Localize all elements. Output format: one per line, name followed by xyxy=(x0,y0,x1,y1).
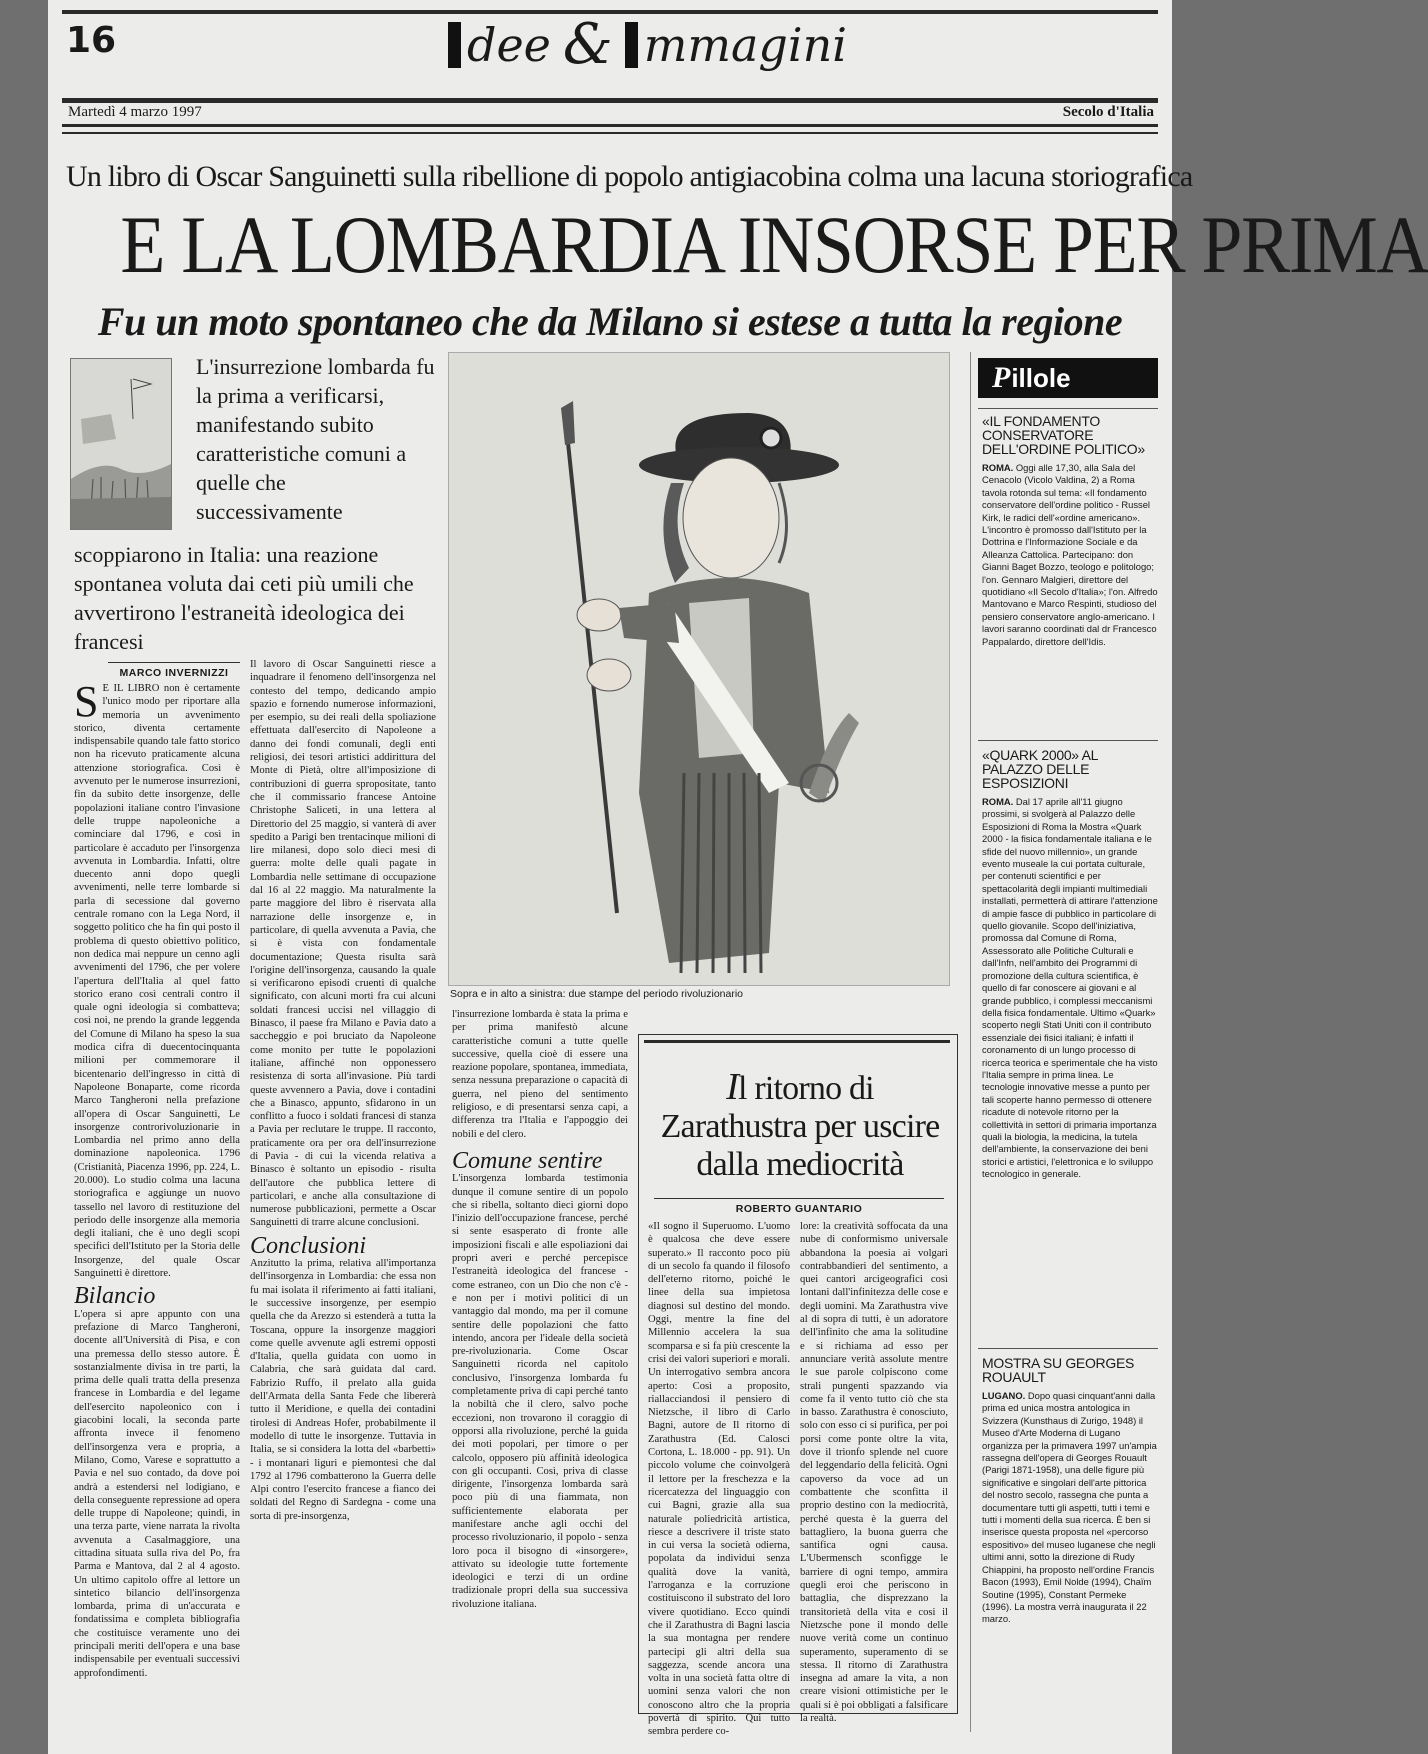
page-number: 16 xyxy=(66,20,117,61)
zarathustra-column-1: «Il sogno il Superuomo. L'uomo è qualcosa che deve essere superato.» Il racconto poco più di un secolo fa quando il filosofo dell'eterno ritorno, poiché le linee della sua impietosa diagnosi sul destino del mondo. Oggi, mentre la fine del Millennio accelera la sua scomparsa e si fa più crescente la crisi dei valori superiori e morali. Un interrogativo sembra ancora aperto: Così a proposito, riallacciandosi il pensiero di Nietzsche, il libro di Carlo Bagni, autore de Il ritorno di Zarathustra (Ed. Calosci Cortona, L. 18.000 - pp. 91). Un piccolo volume che coinvolgerà il lettore per la freschezza e la ricercatezza del linguaggio con cui Bagni, grazie alla sua naturale poliedricità artistica, riesce a descrivere il triste stato in cui versa la società odierna, popolata da individui senza qualità dove la vanità, l'arroganza e la corruzione costituiscono il substrato del loro vivere quotidiano. Ecco quindi che il Zarathustra di Bagni lascia la sua montagna per rendere partecipi gli altri della sua saggezza, scende ancora una volta in una società fatta oltre di uomini senza valori che non conoscono altro che la propria povertà di spirito. Qui tutto sembra perdere co- xyxy=(648,1221,790,1738)
zarathustra-column-2: lore: la creatività soffocata da una nube di conformismo universale abbandona la poesia ai volgari contrabbandieri del sentimento, a quei cantori arcigeografici così lontani dall'infinitezza delle cose e degli uomini. Ma Zarathustra vive al di sopra di tutti, è un adoratore dell'infinito che ama la solitudine e si richiama ad esso per annunciare verità assolute mentre le sue parole colpiscono come strali pungenti spazzando via come fa il vento tutto ciò che sta in basso. Zarathustra è conosciuto, solo con esso ci si purifica, per poi porsi come ponte oltre la vita, dove il trionfo splende nel cuore del leggendario della felicità. Ogni capoverso da voce ad un combattente che sconfitta il proprio destino con la mediocrità, perché questa è la guerra del battagliero, la buona guerra che santifica ogni causa. L'Ubermensch sconfigge le barriere di ogni tempo, ammira quegli eroi che periscono in battaglia, che disprezzano la transitorietà della vita e cosi il Nietzsche pone il mondo delle nuove verità come un continuo superamento, superamento di se stessa. Il ritorno di Zarathustra insegna ad amare la vita, a non creare visioni ottimistiche per le quali si è poi obbligati a falsificare la realtà. xyxy=(800,1221,948,1724)
drop-cap: S xyxy=(74,677,99,726)
subheading-bilancio: Bilancio xyxy=(74,1283,156,1310)
kicker: Un libro di Oscar Sanguinetti sulla ribellione di popolo antigiacobina colma una lacuna storiografica xyxy=(66,160,1193,193)
section-title xyxy=(448,12,868,77)
rail-divider xyxy=(978,408,1158,409)
article-column-1 xyxy=(74,677,240,1734)
engraving-thumbnail xyxy=(70,358,172,530)
lead-text-bottom: scoppiarono in Italia: una reazione spontanea voluta dai ceti più umili che avvertirono l'estraneità ideologica dei francesi xyxy=(74,542,414,654)
date-rule xyxy=(62,124,1158,127)
masthead-rule xyxy=(62,98,1158,103)
photo-caption: Sopra e in alto a sinistra: due stampe del periodo rivoluzionario xyxy=(450,988,744,1000)
rail-header-title: illole xyxy=(1011,363,1071,393)
zarathustra-initial: I xyxy=(726,1066,738,1108)
article-col1-text: E IL LIBRO non è certamente l'unico modo per riportare alla memoria un avvenimento storico, diventa certamente indispensabile quando tale fatto storico non ha ricevuto praticamente alcuna attenzione storiografica. Così è avvenuto per le numerose insurrezioni, fin da subito dette insorgenze, delle popolazioni italiane contro l'invasione delle truppe napoleoniche a cominciare dal 1796, e così in particolare è accaduto per l'insorgenza avvenuta in Lombardia. Infatti, oltre duecento anni dopo quegli avvenimenti, nelle terre lombarde si parla di secessione dal governo centrale romano con la Lega Nord, il soggetto politico che ha fin qui posto il problema di questo obiettivo politico, non dedica mai neppure un cenno agli avvenimenti del 1796, che per volere l'apertura dell'Italia al quel fatto storico erano così centrali contro il quale ogni ideologia si combatteva; così noi, ne prendo la grande leggenda del Comune di Milano ha speso la sua modica cifra di duecentocinquanta milioni per commemorare il bicentenario dell'ingresso in città di Napoleone Bonaparte, come ricorda Marco Tangheroni nella prefazione all'opera di Oscar Sanguinetti, Le insorgenze controrivoluzionarie in Lombardia nel primo anno della dominazione napoleonica. 1796 (Cristianità, Piacenza 1996, pp. 224, L. 20.000). Lo studio colma una lacuna storiografica e aggiunge un nuovo tassello nel lavoro di restituzione del periodo delle insorgenze alla memoria degli italiani, che è uno degli scopi specifici dell'Istituto per la Storia delle Insorgenze, del quale Oscar Sanguinetti è direttore. xyxy=(74,683,240,1280)
subheading-comune-sentire: Comune sentire xyxy=(452,1147,603,1174)
rail-item-3 xyxy=(982,1356,1158,1708)
rail-divider-2 xyxy=(978,740,1158,741)
rail-item-2 xyxy=(982,748,1158,1344)
newspaper-name: Secolo d'Italia xyxy=(1062,104,1154,120)
article-column-2 xyxy=(250,658,436,1734)
article-col2-text: Il lavoro di Oscar Sanguinetti riesce a inquadrare il fenomeno dell'insorgenza nel contesto del tempo, dedicando ampio spazio e fornendo numerose informazioni, per esempio, su dei reali della spoliazione effettuata dall'esercito di Napoleone a danno dei fondi comunali, degli enti religiosi, dei tesori artistici addirittura del Monte di Pietà, oltre all'imposizione di contribuzioni di guerra spropositate, tanto che il commissario francese Antoine Christophe Saliceti, in una lettera al Direttorio del 25 maggio, si vanterà di aver spedito a Parigi ben trentacinque milioni di lire milanesi, dopo solo dieci mesi di guerra: molte delle quali pagate in Lombardia nelle settimane di occupazione dal 16 al 22 maggio. Ma naturalmente la parte maggiore del libro è riservata alla narrazione delle insorgenze e, in particolare, di quella avvenuta a Pavia, che si è vista con fondamentale documentazione; Questa risulta sarà l'origine dell'insorgenza, causando la quale si verificarono episodi cruenti di qualche significato, con alcuni morti fra cui alcuni soldati francesi uccisi nel villaggio di Binasco, il paese fra Milano e Pavia dato a saccheggio e poi bruciato da Napoleone come monito per tutte le popolazioni italiane, affinché non opponessero resistenza di sorta all'invasione. Più tardi queste avvennero a Pavia, dove i contadini che a Binasco, appunto, sfidarono in un conflitto a fuoco i soldati francesi di stanza a Pavia per reclutare le truppe. Il racconto, praticamente ora per ora dell'insurrezione di Pavia - di cui la vicenda relativa a Binasco è soltanto un episodio - risulta dell'autore che pubblica lettere di particolari, e anche alla consultazione di numerose pubblicazioni, permette a Oscar Sanguinetti di trarre alcune conclusioni. xyxy=(250,659,436,1229)
newspaper-page xyxy=(48,0,1428,1754)
rail-item-1 xyxy=(982,414,1158,732)
zarathustra-title-text: l ritorno di Zarathustra per uscire dalla mediocrità xyxy=(660,1070,940,1183)
rail-header-initial: P xyxy=(992,361,1011,394)
subheadline: Fu un moto spontaneo che da Milano si estese a tutta la regione xyxy=(97,299,1123,344)
rail-item-3-body: Dopo quasi cinquant'anni dalla prima ed unica mostra antologica in Svizzera (Kunsthaus di Zurigo, 1948) il Museo d'Arte Moderna di Lugano organizza per la primavera 1997 un'ampia rassegna dell'opera di Georges Rouault (Parigi 1871-1958), una delle figure più significative e singolari dell'arte pittorica del nostro secolo, rassegna che punta a documentare tutti gli aspetti, tutti i temi e tutti i momenti della sua ricerca. È ben si inserisce questa proposta nel «percorso espositivo» del museo luganese che negli ultimi anni, sotto la direzione di Rudy Chiappini, ha proposto nell'ordine Francis Bacon (1993), Emil Nolde (1994), Chaïm Soutine (1995), Constant Permeke (1996). La mostra verrà inaugurata il 22 marzo. xyxy=(982,1390,1157,1625)
article-col2-after-text: Anzitutto la prima, relativa all'importanza dell'insorgenza in Lombardia: che essa non fu mai isolata il riferimento ai fatti italiani, le successive insorgenze, per esempio quella che da Arezzo si estenderà a tutta la Toscana, oppure la insorgenze maggiori come quelle avvenute agli estremi opposti d'Italia, quella guidata con uomo in Calabria, che sarà guidata dal card. Fabrizio Ruffo, il prelato alla guida dell'Armata della Santa Fede che libererà tutto il Meridione, e quella dei contadini tirolesi di Andreas Hofer, probabilmente il modello di tutte le insorgenze. Tuttavia in Italia, se si considera la lotta del «barbetti» - i montanari liguri e piemontesi che dal 1792 al 1796 combatterono la Guerra delle Alpi contro l'esercito francese a fianco dei soldati del Regno di Sardegna - come una sorta di pre-insorgenza, xyxy=(250,1258,436,1522)
section-title-second: mmagini xyxy=(643,17,847,72)
issue-date: Martedì 4 marzo 1997 xyxy=(68,104,202,120)
rail-separator xyxy=(970,352,971,1732)
rail-header xyxy=(978,358,1158,398)
zarathustra-title xyxy=(650,1068,950,1184)
section-initial-bar-2 xyxy=(625,22,638,68)
zarathustra-byline: ROBERTO GUANTARIO xyxy=(654,1198,944,1215)
box-top-rule xyxy=(644,1040,950,1043)
rail-item-3-text xyxy=(982,1390,1158,1708)
rail-item-2-city: ROMA. xyxy=(982,796,1014,807)
section-initial-bar xyxy=(448,22,461,68)
rail-item-1-title: «IL FONDAMENTO CONSERVATORE DELL'ORDINE POLITICO» xyxy=(982,413,1145,457)
subheading-conclusioni: Conclusioni xyxy=(250,1232,367,1259)
rail-item-1-city: ROMA. xyxy=(982,462,1014,473)
headline: E LA LOMBARDIA INSORSE PER PRIMA xyxy=(120,199,1428,290)
date-rule-2 xyxy=(62,132,1158,134)
article-col1-after-text: L'opera si apre appunto con una prefazione di Marco Tangheroni, docente all'Università di Pisa, e con una premessa dello stesso autore. È sostanzialmente divisa in tre parti, la prima delle quali tratta della presenza francese in Lombardia e del legame dell'esercito napoleonico con i giacobini locali, la seconda parte affronta invece il fenomeno dell'insorgenza vera e propria, a Milano, Como, Varese e soprattutto a Pavia e nel suo contado, da dove poi andrà a estendersi nel lodigiano, e della conseguente repressione ad opera delle truppe di Napoleone; quindi, in una terza parte, viene narrata la rivolta avvenuta a Casalmaggiore, una cittadina situata sulla riva del Po, fra Parma e Mantova, dal 2 al 4 agosto. Un ultimo capitolo offre al lettore un sintetico bilancio dell'insorgenza lombarda, prima di un'accurata e fondatissima e completa bibliografia che costituisce veramente uno dei principali meriti dell'opera e una base indispensabile per eventuali successivi approfondimenti. xyxy=(74,1308,240,1679)
rail-item-2-body: Dal 17 aprile all'11 giugno prossimi, si svolgerà al Palazzo delle Esposizioni di Roma la Mostra «Quark 2000 - la fisica fondamentale italiana e le sfide del nuovo millennio», un grande evento museale la cui portata culturale, per contenuti scientifici e per spettacolarità degli impianti multimediali installati, permetterà di attirare l'attenzione di ampie fasce di pubblico in particolare di quello giovanile. Scopo dell'iniziativa, promossa dal Comune di Roma, Assessorato alle Politiche Culturali e dall'Infn, nell'ambito dei Programmi di promozione della cultura scientifica, è quello di far conoscere ai giovani e al grande pubblico, i complessi meccanismi della fisica fondamentale. Ultimo «Quark» scoperto negli Stati Uniti con il contributo essenziale dei fisici italiani; è infatti il coronamento di un lungo processo di ricerca teorica e sperimentale che ha visto l'Italia sempre in prima linea. Le tecnologie innovative messe a punto per tali scoperte hanno permesso di ottenere ricadute di notevole ritorno per la collettività in settori di primaria importanza quali la biologia, la medicina, la tutela dell'ambiente, la conservazione dei beni storici e artistici, l'elettronica e lo sviluppo tecnologico in generale. xyxy=(982,796,1158,1180)
rail-divider-3 xyxy=(978,1348,1158,1349)
article-col3-after-text: L'insorgenza lombarda testimonia dunque il comune sentire di un popolo che si ribella, soltanto dieci giorni dopo l'inizio dell'occupazione francese, perché si sente esasperato di fronte alle imposizioni fiscali e alle espoliazioni dai propri averi e perché percepisce l'estraneità ideologica del francese - come estraneo, con un Dio che non c'è - e non per i motivi politici di un vantaggio dal mondo, ma per il comune sentire delle popolazioni che fatto intendo, ancora per l'ideale della società pre-rivoluzionaria. Come Oscar Sanguinetti ricorda nel capitolo conclusivo, l'insorgenza lombarda fu completamente priva di capi perché tanto la nobiltà che il clero, salvo poche eccezioni, non trovarono il coraggio di opporsi alla rivoluzione, perché la guida dei moti popolari, per timore o per calcolo, opposero più affinità ideologica con gli occupanti. Così, priva di classe dirigente, l'insorgenza lombarda sarà poco più di una fiammata, non sufficientemente elaborata per manifestare anche agli occhi del processo rivoluzionario, il popolo - senza loro poca il bisogno di «insorgere», attivato su ideologie tutte fortemente ideologici e terzi di un ordine tradizionale propri della sua successiva rivoluzione italiana. xyxy=(452,1173,628,1610)
rail-item-2-title: «QUARK 2000» AL PALAZZO DELLE ESPOSIZIONI xyxy=(982,747,1098,791)
section-title-first: dee xyxy=(467,17,551,72)
rail-item-3-title: MOSTRA SU GEORGES ROUAULT xyxy=(982,1355,1135,1385)
section-ampersand: & xyxy=(562,12,613,77)
lead-text-top: L'insurrezione lombarda fu la prima a verificarsi, manifestando subito caratteristiche comuni a quelle che successivamente xyxy=(196,354,435,524)
revolutionary-engraving xyxy=(448,352,950,986)
rail-item-2-text xyxy=(982,796,1158,1344)
rail-item-3-city: LUGANO. xyxy=(982,1390,1026,1401)
byline: MARCO INVERNIZZI xyxy=(108,662,240,679)
rail-item-1-body: Oggi alle 17,30, alla Sala del Cenacolo (Vicolo Valdina, 2) a Roma tavola rotonda sul tema: «Il fondamento conservatore dell'ordine politico - Russel Kirk, le radici dell'«ordine americano». L'incontro è promosso dall'Istituto per la Dottrina e l'Informazione Sociale e da Alleanza Cattolica. Partecipano: don Gianni Baget Bozzo, teologo e politologo; l'on. Gennaro Malgieri, direttore del quotidiano «Il Secolo d'Italia»; l'on. Alfredo Mantovano e Marco Respinti, studioso del pensiero conservatore anglo-americano. I lavori saranno coordinati dal dr Francesco Pappalardo, direttore dell'Idis. xyxy=(982,462,1158,647)
rail-item-1-text xyxy=(982,462,1158,732)
article-col3-text: l'insurrezione lombarda è stata la prima e per prima manifestò alcune caratteristiche comuni a tutte quelle successive, quella cioè di essere una reazione popolare, spontanea, immediata, senza nessuna preparazione o capacità di guerra, nel pieno del sentimento religioso, e di presentarsi senza capi, a differenza tra l'Italia e l'appoggio dei nobili e del clero. xyxy=(452,1009,628,1140)
article-column-3 xyxy=(452,1008,628,1734)
